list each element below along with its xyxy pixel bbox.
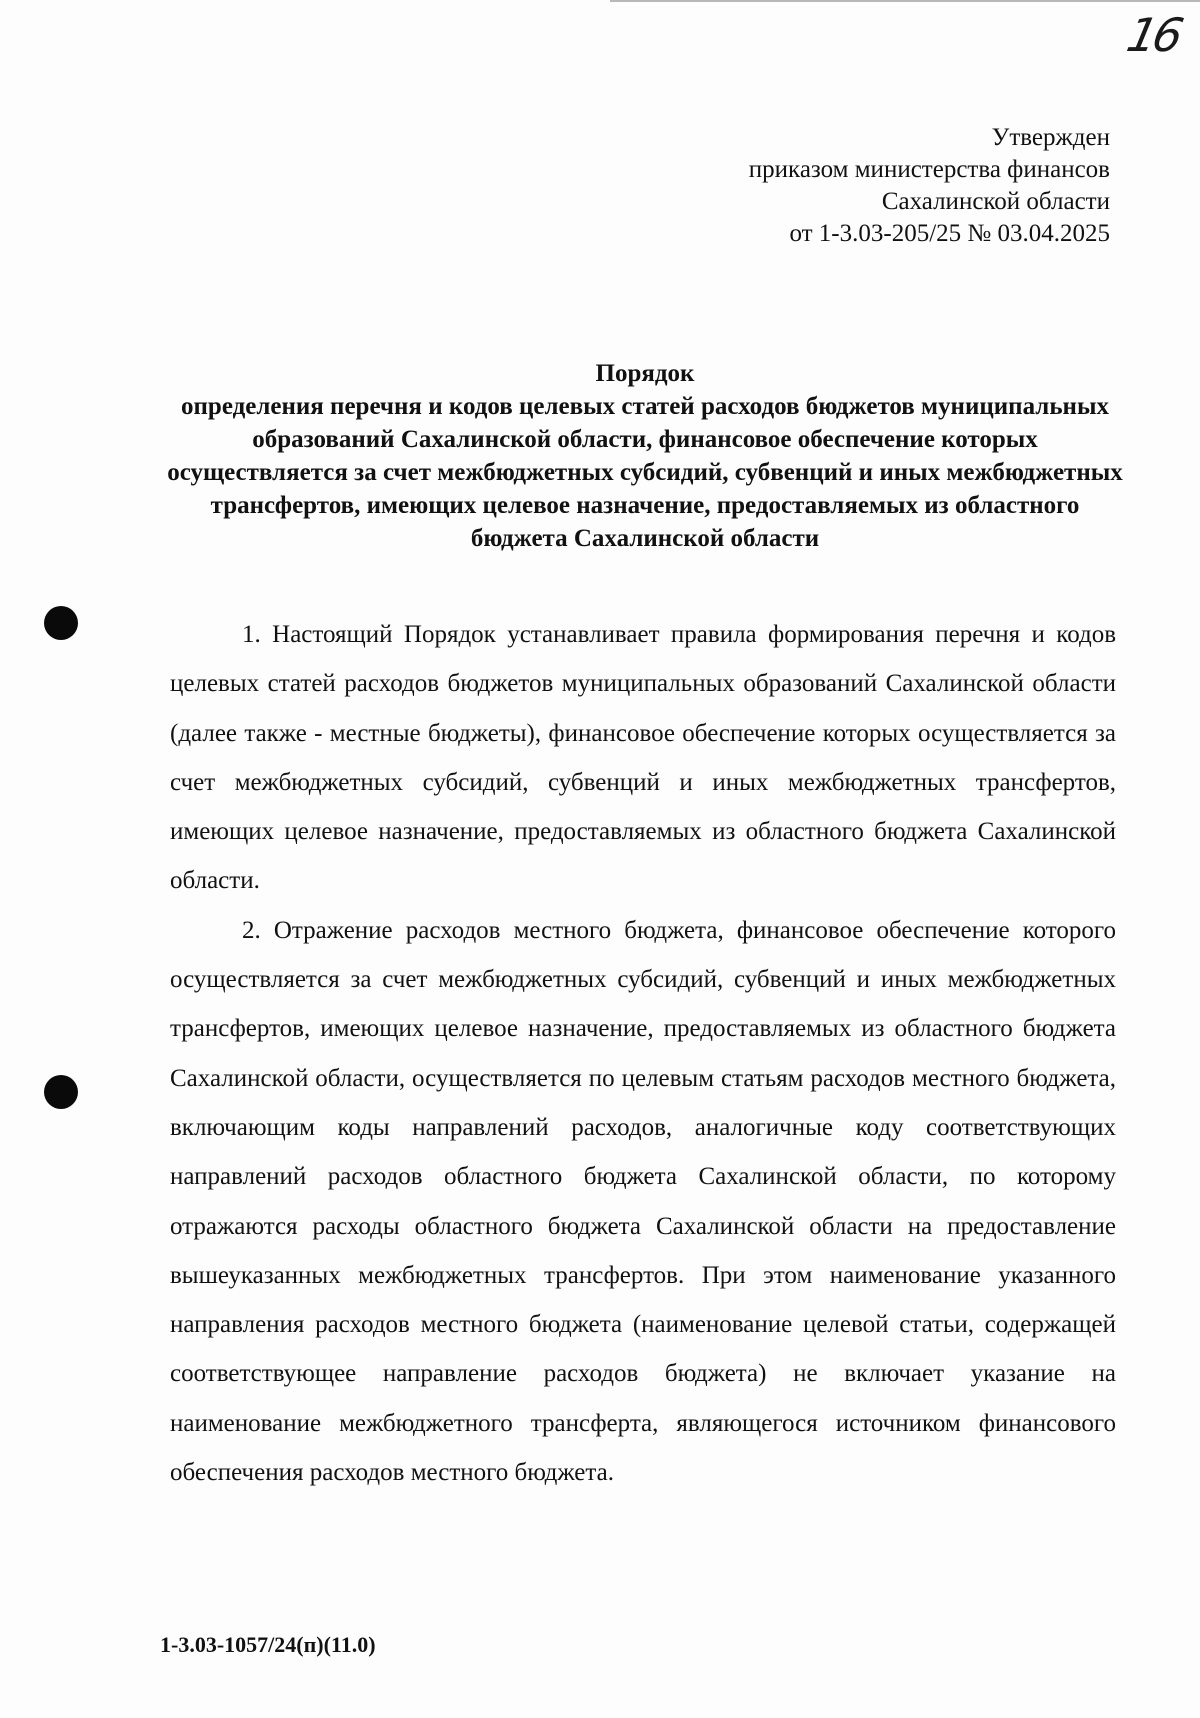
document-body bbox=[170, 610, 1116, 1497]
document-code: 1-3.03-1057/24(п)(11.0) bbox=[160, 1632, 376, 1657]
hole-punch-mark bbox=[44, 1075, 78, 1109]
paragraph: 1. Настоящий Порядок устанавливает правила формирования перечня и кодов целевых статей расходов бюджетов муниципальных образований Сахалинской области (далее также - местные бюджеты), финансовое обеспечение которых осуществляется за счет межбюджетных субсидий, субвенций и иных межбюджетных трансфертов, имеющих целевое назначение, предоставляемых из областного бюджета Сахалинской области. bbox=[170, 621, 1116, 895]
approval-line: Утвержден bbox=[991, 124, 1110, 151]
approval-line: Сахалинской области bbox=[881, 188, 1110, 215]
approval-line: приказом министерства финансов bbox=[748, 156, 1110, 183]
handwritten-page-number: 16 bbox=[1122, 8, 1185, 62]
top-border-line bbox=[610, 0, 1200, 2]
approval-line: от 1-3.03-205/25 № 03.04.2025 bbox=[789, 220, 1110, 247]
approval-stamp bbox=[749, 122, 1110, 250]
hole-punch-mark bbox=[44, 606, 78, 640]
title-heading: Порядок bbox=[595, 360, 695, 387]
document-title bbox=[160, 357, 1130, 555]
paragraph: 2. Отражение расходов местного бюджета, финансовое обеспечение которого осуществляется за счет межбюджетных субсидий, субвенций и иных межбюджетных трансфертов, имеющих целевое назначение, предоставляемых из областного бюджета Сахалинской области, осуществляется по целевым статьям расходов местного бюджета, включающим коды направлений расходов, аналогичные коду соответствующих направлений расходов областного бюджета Сахалинской области, по которому отражаются расходы областного бюджета Сахалинской области на предоставление вышеуказанных межбюджетных трансфертов. При этом наименование указанного направления расходов местного бюджета (наименование целевой статьи, содержащей соответствующее направление расходов бюджета) не включает указание на наименование межбюджетного трансферта, являющегося источником финансового обеспечения расходов местного бюджета. bbox=[170, 916, 1116, 1487]
title-subtitle: определения перечня и кодов целевых статей расходов бюджетов муниципальных образований Сахалинской области, финансовое обеспечение которых осуществляется за счет межбюджетных субсидий, субвенций и иных межбюджетных трансфертов, имеющих целевое назначение, предоставляемых из областного бюджета Сахалинской области bbox=[167, 393, 1123, 552]
